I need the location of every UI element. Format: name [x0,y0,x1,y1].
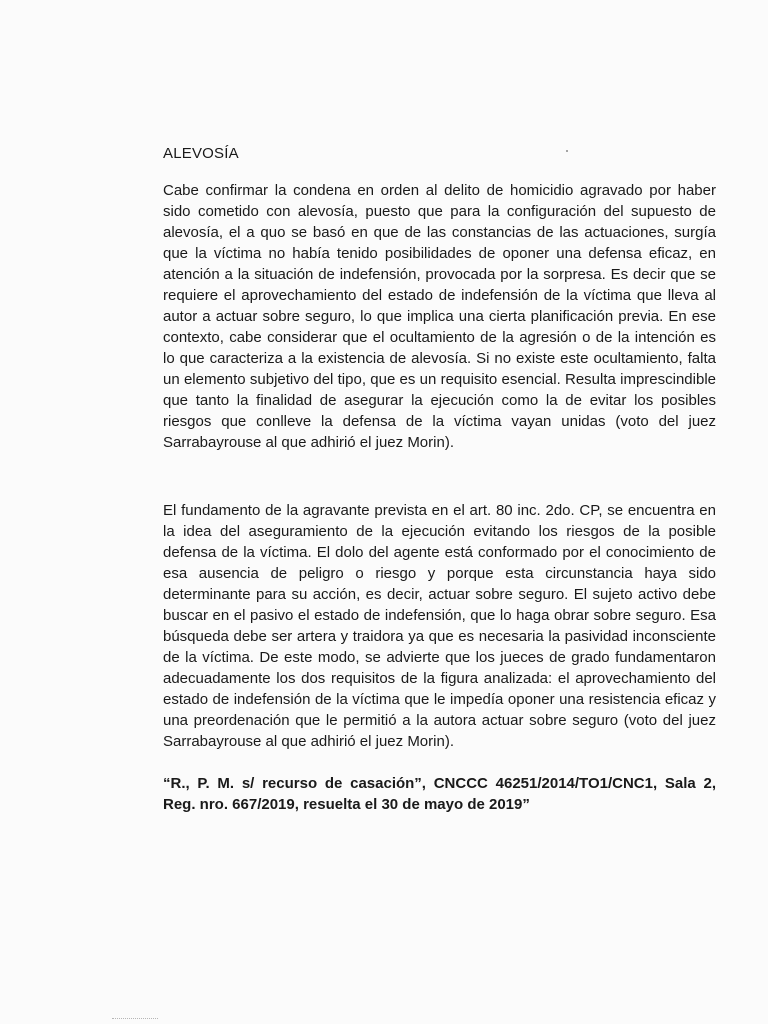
section-heading: ALEVOSÍA [163,145,239,162]
scan-artifact [112,1012,158,1019]
case-citation: “R., P. M. s/ recurso de casación”, CNCCC 46251/2014/TO1/CNC1, Sala 2, Reg. nro. 667/2019, resuelta el 30 de mayo de 2019” [163,775,716,813]
scan-speck [566,150,568,152]
paragraph-fundamento: El fundamento de la agravante prevista en el art. 80 inc. 2do. CP, se encuentra en la idea del aseguramiento de la ejecución evitando los riesgos de la posible defensa de la víctima. El dolo del agente está conformado por el conocimiento de esa ausencia de peligro o riesgo y porque esta circunstancia haya sido determinante para su acción, es decir, actuar sobre seguro. El sujeto activo debe buscar en el pasivo el estado de indefensión, que lo haga obrar sobre seguro. Esa búsqueda debe ser artera y traidora ya que es necesaria la pasividad inconsciente de la víctima. De este modo, se advierte que los jueces de grado fundamentaron adecuadamente los dos requisitos de la figura analizada: el aprovechamiento del estado de indefensión de la víctima que le impedía oponer una resistencia eficaz y una preordenación que le permitió a la autora actuar sobre seguro (voto del juez Sarrabayrouse al que adhirió el juez Morin). [163,502,716,750]
paragraph-alevosia: Cabe confirmar la condena en orden al delito de homicidio agravado por haber sido cometido con alevosía, puesto que para la configuración del supuesto de alevosía, el a quo se basó en que de las constancias de las actuaciones, surgía que la víctima no había tenido posibilidades de oponer una defensa eficaz, en atención a la situación de indefensión, provocada por la sorpresa. Es decir que se requiere el aprovechamiento del estado de indefensión de la víctima que lleva al autor a actuar sobre seguro, lo que implica una cierta planificación previa. En ese contexto, cabe considerar que el ocultamiento de la agresión o de la intención es lo que caracteriza a la existencia de alevosía. Si no existe este ocultamiento, falta un elemento subjetivo del tipo, que es un requisito esencial. Resulta imprescindible que tanto la finalidad de asegurar la ejecución como la de evitar los posibles riesgos que conlleve la defensa de la víctima vayan unidas (voto del juez Sarrabayrouse al que adhirió el juez Morin). [163,182,716,451]
